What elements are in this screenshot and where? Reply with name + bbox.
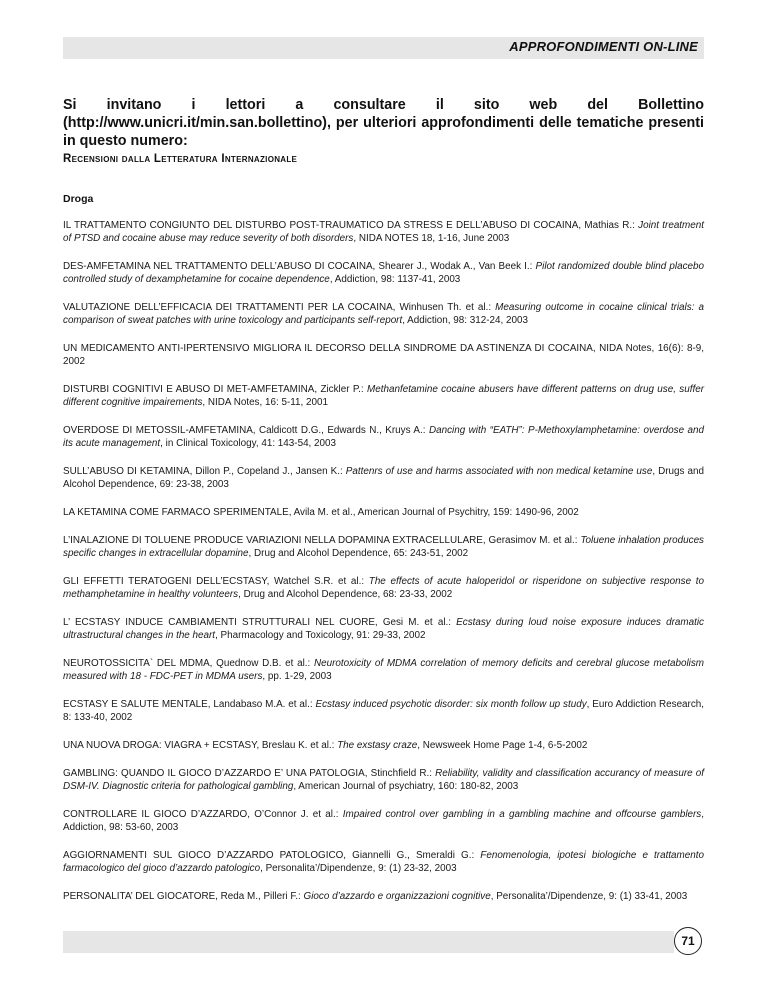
list-item: VALUTAZIONE DELL’EFFICACIA DEI TRATTAMENTI PER LA COCAINA, Winhusen Th. et al.: Measuring outcome in cocaine clinical trials: a comparison of sweat patches with urine toxicology and participants self-report, Addiction, 98: 312-24, 2003 <box>63 302 704 326</box>
list-item: GLI EFFETTI TERATOGENI DELL’ECSTASY, Watchel S.R. et al.: The effects of acute haloperidol or risperidone on subjective response to methamphetamine in healthy volunteers, Drug and Alcohol Dependence, 68: 23-33, 2002 <box>63 576 704 600</box>
list-item: CONTROLLARE IL GIOCO D’AZZARDO, O’Connor J. et al.: Impaired control over gambling in a gambling machine and offcourse gamblers, Addiction, 98: 53-60, 2003 <box>63 809 704 833</box>
list-item: IL TRATTAMENTO CONGIUNTO DEL DISTURBO POST-TRAUMATICO DA STRESS E DELL’ABUSO DI COCAINA, Mathias R.: Joint treatment of PTSD and cocaine abuse may reduce severity of both disorders, NIDA NOTES 18, 1-16, June 2003 <box>63 220 705 244</box>
header-bar <box>63 37 704 59</box>
list-item: AGGIORNAMENTI SUL GIOCO D’AZZARDO PATOLOGICO, Giannelli G., Smeraldi G.: Fenomenologia, ipotesi biologiche e trattamento farmacologico del gioco d’azzardo patologico, Personalita’/Dipendenze, 9: (1) 23-32, 2003 <box>63 850 704 874</box>
list-item: SULL’ABUSO DI KETAMINA, Dillon P., Copeland J., Jansen K.: Pattenrs of use and harms associated with non medical ketamine use, Drugs and Alcohol Dependence, 69: 23-38, 2003 <box>63 466 704 490</box>
section-label: APPROFONDIMENTI ON-LINE <box>509 39 698 54</box>
list-item: LA KETAMINA COME FARMACO SPERIMENTALE, Avila M. et al., American Journal of Psychitry, 159: 1490-96, 2002 <box>63 507 579 518</box>
footer-bar <box>63 931 674 953</box>
list-item: DES-AMFETAMINA NEL TRATTAMENTO DELL’ABUSO DI COCAINA, Shearer J., Wodak A., Van Beek I.: Pilot randomized double blind placebo controlled study of dexamphetamine for cocaine dependence, Addiction, 98: 1137-41, 2003 <box>63 261 704 285</box>
list-item: NEUROTOSSICITA` DEL MDMA, Quednow D.B. et al.: Neurotoxicity of MDMA correlation of memory deficits and cerebral glucose metabolism measured with 18 - FDC-PET in MDMA users, pp. 1-29, 2003 <box>63 658 704 682</box>
list-item: GAMBLING: QUANDO IL GIOCO D’AZZARDO E’ UNA PATOLOGIA, Stinchfield R.: Reliability, validity and classification accurancy of measure of DSM-IV. Diagnostic criteria for pathological gambling, American Journal of psychiatry, 160: 180-82, 2003 <box>63 768 704 792</box>
list-item: L’ ECSTASY INDUCE CAMBIAMENTI STRUTTURALI NEL CUORE, Gesi M. et al.: Ecstasy during loud noise exposure induces dramatic ultrastructural changes in the heart, Pharmacology and Toxicology, 91: 29-33, 2002 <box>63 617 704 641</box>
list-item: UN MEDICAMENTO ANTI-IPERTENSIVO MIGLIORA IL DECORSO DELLA SINDROME DA ASTINENZA DI COCAINA, NIDA Notes, 16(6): 8-9, 2002 <box>63 343 704 367</box>
entry-list <box>63 219 704 918</box>
list-item: DISTURBI COGNITIVI E ABUSO DI MET-AMFETAMINA, Zickler P.: Methanfetamine cocaine abusers have different patterns on drug use, suffer different cognitive impairements, NIDA Notes, 16: 5-11, 2001 <box>63 384 704 408</box>
list-item: UNA NUOVA DROGA: VIAGRA + ECSTASY, Breslau K. et al.: The exstasy craze, Newsweek Home Page 1-4, 6-5-2002 <box>63 740 588 751</box>
subsection-title: Droga <box>63 193 94 205</box>
intro-paragraph: Si invitano i lettori a consultare il sito web del Bollettino (http://www.unicri.it/min.san.bollettino), per ulteriori approfondimenti delle tematiche presenti in questo numero: <box>63 97 704 149</box>
list-item: PERSONALITA’ DEL GIOCATORE, Reda M., Pilleri F.: Gioco d’azzardo e organizzazioni cognitive, Personalita’/Dipendenze, 9: (1) 33-41, 2003 <box>63 891 688 902</box>
list-item: OVERDOSE DI METOSSIL-AMFETAMINA, Caldicott D.G., Edwards N., Kruys A.: Dancing with “EATH”: P-Methoxylamphetamine: overdose and its acute management, in Clinical Toxicology, 41: 143-54, 2003 <box>63 425 704 449</box>
list-item: ECSTASY E SALUTE MENTALE, Landabaso M.A. et al.: Ecstasy induced psychotic disorder: six month follow up study, Euro Addiction Research, 8: 133-40, 2002 <box>63 699 705 723</box>
section-title: Recensioni dalla Letteratura Internazionale <box>63 153 298 165</box>
list-item: L’INALAZIONE DI TOLUENE PRODUCE VARIAZIONI NELLA DOPAMINA EXTRACELLULARE, Gerasimov M. et al.: Toluene inhalation produces specific changes in extracellular dopamine, Drug and Alcohol Dependence, 65: 243-51, 2002 <box>63 535 704 559</box>
page-number: 71 <box>674 927 702 955</box>
